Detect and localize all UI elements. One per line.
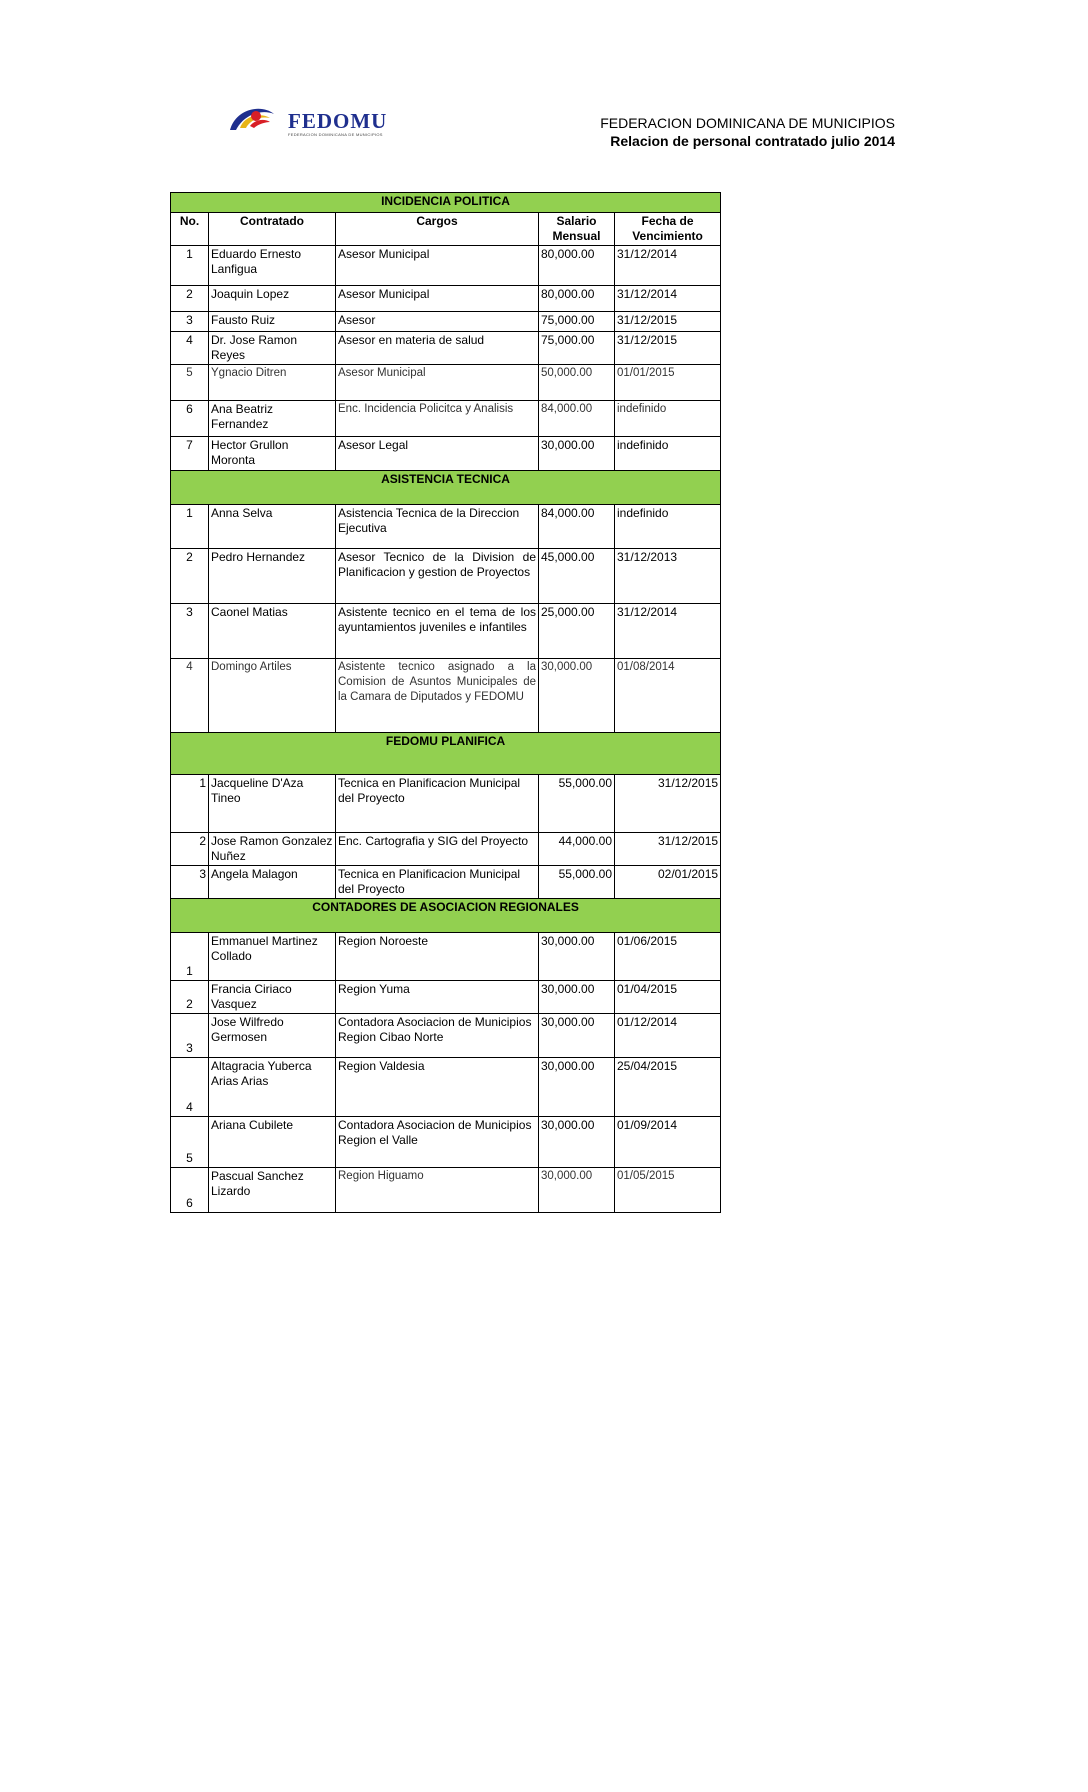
- cell-name: Anna Selva: [209, 505, 336, 549]
- cell-salario: 30,000.00: [539, 1014, 615, 1058]
- table-row: [171, 401, 721, 437]
- cell-fecha: 31/12/2015: [615, 775, 721, 833]
- cell-cargo: Contadora Asociacion de Municipios Region Cibao Norte: [336, 1014, 539, 1058]
- cell-no: 1: [171, 505, 209, 549]
- cell-no: 3: [171, 604, 209, 659]
- cell-fecha: indefinido: [615, 505, 721, 549]
- cell-name: Altagracia Yuberca Arias Arias: [209, 1058, 336, 1117]
- fedomu-logo-icon: [222, 100, 292, 140]
- table-row: [171, 437, 721, 471]
- col-header-fecha: Fecha de Vencimiento: [615, 213, 721, 246]
- document-header: [600, 114, 895, 150]
- cell-salario: 30,000.00: [539, 437, 615, 471]
- cell-fecha: 31/12/2015: [615, 332, 721, 365]
- cell-fecha: 01/12/2014: [615, 1014, 721, 1058]
- cell-salario: 75,000.00: [539, 332, 615, 365]
- cell-no: 7: [171, 437, 209, 471]
- cell-cargo: Asistente tecnico en el tema de los ayuntamientos juveniles e infantiles: [336, 604, 539, 659]
- cell-fecha: 31/12/2015: [615, 833, 721, 866]
- cell-cargo: Region Noroeste: [336, 933, 539, 981]
- cell-no: 1: [171, 933, 209, 981]
- table-row: [171, 659, 721, 733]
- cell-name: Domingo Artiles: [209, 659, 336, 733]
- cell-name: Eduardo Ernesto Lanfigua: [209, 246, 336, 286]
- section-title: FEDOMU PLANIFICA: [171, 733, 721, 775]
- cell-cargo: Asistente tecnico asignado a la Comision de Asuntos Municipales de la Camara de Diputados y FEDOMU: [336, 659, 539, 733]
- cell-name: Jacqueline D'Aza Tineo: [209, 775, 336, 833]
- cell-cargo: Asesor Municipal: [336, 286, 539, 312]
- cell-name: Francia Ciriaco Vasquez: [209, 981, 336, 1014]
- table-row: [171, 1014, 721, 1058]
- cell-name: Pedro Hernandez: [209, 549, 336, 604]
- cell-fecha: indefinido: [615, 437, 721, 471]
- cell-no: 4: [171, 659, 209, 733]
- cell-name: Pascual Sanchez Lizardo: [209, 1168, 336, 1213]
- cell-cargo: Tecnica en Planificacion Municipal del Proyecto: [336, 775, 539, 833]
- cell-no: 5: [171, 365, 209, 401]
- cell-no: 2: [171, 286, 209, 312]
- cell-fecha: 25/04/2015: [615, 1058, 721, 1117]
- cell-salario: 84,000.00: [539, 505, 615, 549]
- cell-fecha: 31/12/2015: [615, 312, 721, 332]
- table-row: [171, 312, 721, 332]
- cell-fecha: 31/12/2014: [615, 286, 721, 312]
- cell-salario: 84,000.00: [539, 401, 615, 437]
- cell-fecha: 31/12/2013: [615, 549, 721, 604]
- cell-salario: 55,000.00: [539, 866, 615, 899]
- cell-cargo: Asesor Tecnico de la Division de Planificacion y gestion de Proyectos: [336, 549, 539, 604]
- cell-fecha: 01/08/2014: [615, 659, 721, 733]
- cell-no: 3: [171, 866, 209, 899]
- cell-salario: 80,000.00: [539, 246, 615, 286]
- fedomu-logo: [222, 100, 422, 140]
- cell-name: Jose Ramon Gonzalez Nuñez: [209, 833, 336, 866]
- cell-cargo: Region Yuma: [336, 981, 539, 1014]
- table-row: [171, 1168, 721, 1213]
- table-row: [171, 286, 721, 312]
- cell-fecha: 31/12/2014: [615, 604, 721, 659]
- cell-fecha: 01/09/2014: [615, 1117, 721, 1168]
- personnel-table: [170, 192, 721, 1213]
- cell-no: 1: [171, 246, 209, 286]
- cell-name: Caonel Matias: [209, 604, 336, 659]
- cell-fecha: 31/12/2014: [615, 246, 721, 286]
- cell-name: Fausto Ruiz: [209, 312, 336, 332]
- cell-cargo: Tecnica en Planificacion Municipal del Proyecto: [336, 866, 539, 899]
- cell-no: 4: [171, 1058, 209, 1117]
- cell-fecha: 02/01/2015: [615, 866, 721, 899]
- cell-salario: 45,000.00: [539, 549, 615, 604]
- section-title: CONTADORES DE ASOCIACION REGIONALES: [171, 899, 721, 933]
- cell-fecha: 01/04/2015: [615, 981, 721, 1014]
- cell-salario: 30,000.00: [539, 1117, 615, 1168]
- section-header-row: [171, 193, 721, 213]
- cell-salario: 75,000.00: [539, 312, 615, 332]
- table-row: [171, 549, 721, 604]
- cell-no: 3: [171, 312, 209, 332]
- table-row: [171, 332, 721, 365]
- section-header-row: [171, 471, 721, 505]
- cell-fecha: 01/01/2015: [615, 365, 721, 401]
- cell-salario: 30,000.00: [539, 981, 615, 1014]
- table-row: [171, 933, 721, 981]
- cell-salario: 50,000.00: [539, 365, 615, 401]
- cell-name: Dr. Jose Ramon Reyes: [209, 332, 336, 365]
- table-row: [171, 866, 721, 899]
- cell-salario: 30,000.00: [539, 1058, 615, 1117]
- cell-salario: 30,000.00: [539, 933, 615, 981]
- org-title: FEDERACION DOMINICANA DE MUNICIPIOS: [600, 115, 895, 131]
- table-row: [171, 775, 721, 833]
- cell-no: 2: [171, 549, 209, 604]
- cell-name: Ariana Cubilete: [209, 1117, 336, 1168]
- cell-name: Emmanuel Martinez Collado: [209, 933, 336, 981]
- table-row: [171, 833, 721, 866]
- cell-salario: 25,000.00: [539, 604, 615, 659]
- cell-salario: 30,000.00: [539, 1168, 615, 1213]
- cell-fecha: 01/05/2015: [615, 1168, 721, 1213]
- cell-cargo: Asesor: [336, 312, 539, 332]
- cell-salario: 55,000.00: [539, 775, 615, 833]
- cell-cargo: Asistencia Tecnica de la Direccion Ejecutiva: [336, 505, 539, 549]
- col-header-no: No.: [171, 213, 209, 246]
- cell-fecha: 01/06/2015: [615, 933, 721, 981]
- cell-no: 6: [171, 1168, 209, 1213]
- cell-name: Ygnacio Ditren: [209, 365, 336, 401]
- cell-no: 6: [171, 401, 209, 437]
- table-row: [171, 365, 721, 401]
- cell-name: Joaquin Lopez: [209, 286, 336, 312]
- col-header-contratado: Contratado: [209, 213, 336, 246]
- table-row: [171, 604, 721, 659]
- logo-wordmark: FEDOMU: [288, 109, 388, 133]
- table-row: [171, 246, 721, 286]
- cell-cargo: Enc. Cartografia y SIG del Proyecto: [336, 833, 539, 866]
- cell-name: Hector Grullon Moronta: [209, 437, 336, 471]
- table-row: [171, 1117, 721, 1168]
- cell-no: 2: [171, 833, 209, 866]
- section-title: INCIDENCIA POLITICA: [171, 193, 721, 213]
- cell-name: Ana Beatriz Fernandez: [209, 401, 336, 437]
- section-header-row: [171, 733, 721, 775]
- cell-salario: 44,000.00: [539, 833, 615, 866]
- cell-salario: 30,000.00: [539, 659, 615, 733]
- table-row: [171, 981, 721, 1014]
- col-header-cargos: Cargos: [336, 213, 539, 246]
- report-title: Relacion de personal contratado julio 2014: [610, 133, 895, 149]
- cell-no: 2: [171, 981, 209, 1014]
- cell-fecha: indefinido: [615, 401, 721, 437]
- col-header-salario: Salario Mensual: [539, 213, 615, 246]
- table-row: [171, 1058, 721, 1117]
- cell-cargo: Asesor Municipal: [336, 365, 539, 401]
- cell-cargo: Enc. Incidencia Policitca y Analisis: [336, 401, 539, 437]
- column-header-row: [171, 213, 721, 246]
- logo-tagline: FEDERACION DOMINICANA DE MUNICIPIOS: [288, 132, 383, 137]
- cell-salario: 80,000.00: [539, 286, 615, 312]
- cell-cargo: Asesor en materia de salud: [336, 332, 539, 365]
- cell-cargo: Contadora Asociacion de Municipios Region el Valle: [336, 1117, 539, 1168]
- cell-name: Jose Wilfredo Germosen: [209, 1014, 336, 1058]
- cell-no: 5: [171, 1117, 209, 1168]
- cell-cargo: Region Valdesia: [336, 1058, 539, 1117]
- cell-no: 3: [171, 1014, 209, 1058]
- section-title: ASISTENCIA TECNICA: [171, 471, 721, 505]
- cell-no: 1: [171, 775, 209, 833]
- cell-cargo: Region Higuamo: [336, 1168, 539, 1213]
- table-row: [171, 505, 721, 549]
- cell-cargo: Asesor Municipal: [336, 246, 539, 286]
- cell-no: 4: [171, 332, 209, 365]
- cell-name: Angela Malagon: [209, 866, 336, 899]
- cell-cargo: Asesor Legal: [336, 437, 539, 471]
- section-header-row: [171, 899, 721, 933]
